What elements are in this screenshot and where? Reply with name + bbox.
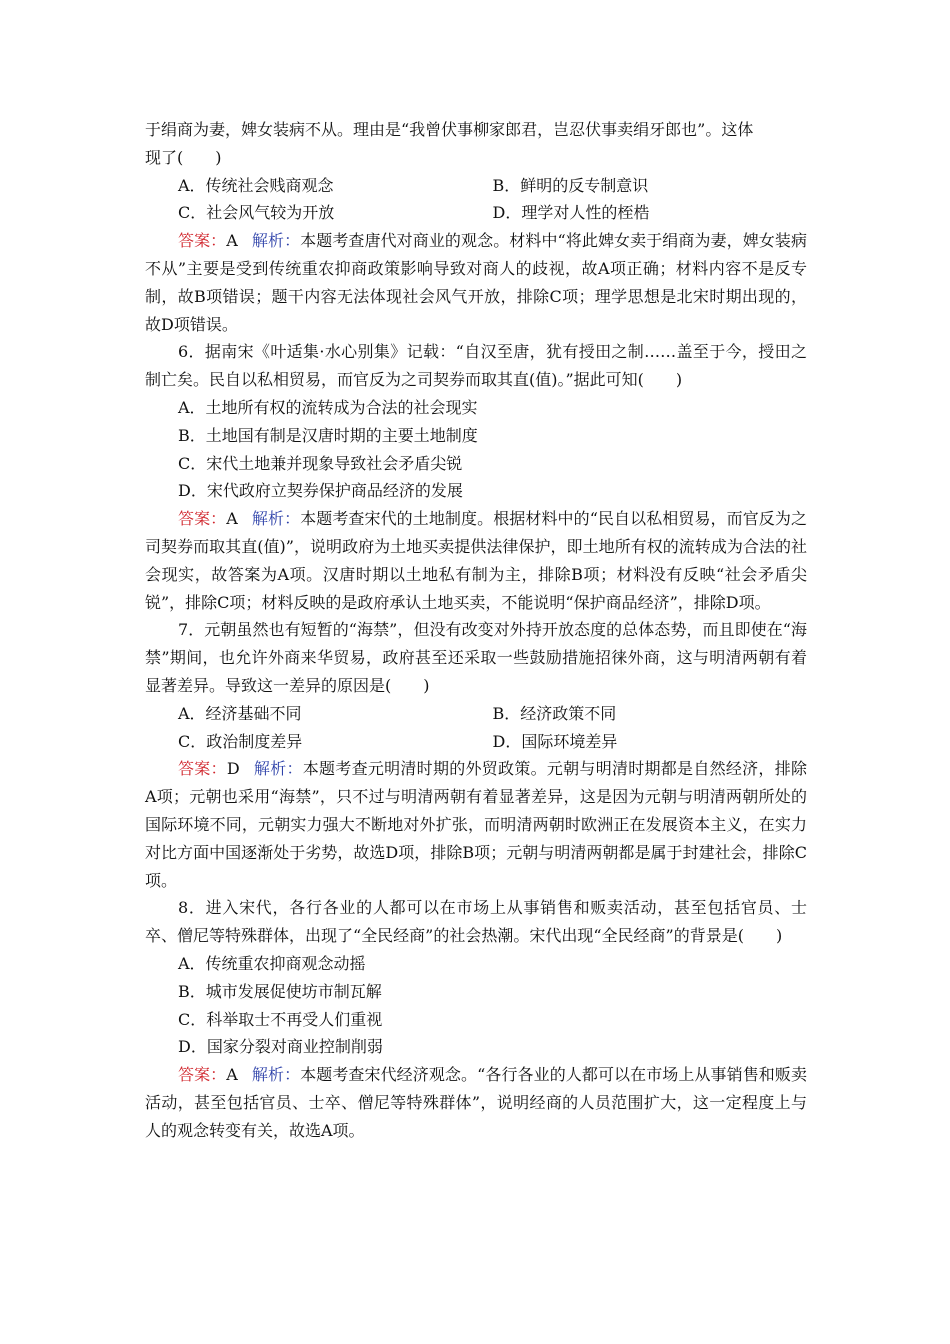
answer-value: A	[226, 231, 238, 251]
analysis-text: 本题考查宋代经济观念。“各行各业的人都可以在市场上从事销售和贩卖活动，甚至包括官员、士卒、僧尼等特殊群体”，说明经商的人员范围扩大，这一定程度上与人的观念转变有关，故选A项。	[145, 1065, 807, 1140]
answer-label: 答案：	[178, 509, 227, 529]
q6-option-b: B．土地国有制是汉唐时期的主要土地制度	[178, 425, 478, 445]
q7-stem: 7．元朝虽然也有短暂的“海禁”，但没有改变对外持开放态度的总体态势，而且即使在“海禁”期间，也允许外商来华贸易，政府甚至还采取一些鼓励措施招徕外商，这与明清两朝有着显著差异。导致这一差异的原因是( )	[145, 620, 807, 695]
analysis-label: 解析：	[253, 759, 303, 779]
q5-option-d: D．理学对人性的桎梏	[492, 203, 650, 223]
analysis-text: 本题考查宋代的土地制度。根据材料中的“民自以私相贸易，而官反为之司契券而取其直(值)”，说明政府为土地买卖提供法律保护，即土地所有权的流转成为合法的社会现实，故答案为A项。汉唐时期以土地私有制为主，排除B项；材料没有反映“社会矛盾尖锐”，排除C项；材料反映的是政府承认土地买卖，不能说明“保护商品经济”，排除D项。	[145, 509, 807, 612]
q5-stem-line-1: 于绢商为妻，婢女装病不从。理由是“我曾伏事柳家郎君，岂忍伏事卖绢牙郎也”。这体	[145, 120, 754, 139]
analysis-label: 解析：	[251, 509, 301, 529]
q7-option-c: C．政治制度差异	[178, 731, 303, 751]
q5-option-a: A．传统社会贱商观念	[178, 175, 334, 195]
q8-option-c: C．科举取士不再受人们重视	[178, 1009, 383, 1029]
q8-option-d: D．国家分裂对商业控制削弱	[178, 1037, 383, 1057]
q5-stem-line-2: 现了( )	[145, 147, 222, 167]
answer-value: A	[226, 509, 238, 529]
analysis-text: 本题考查唐代对商业的观念。材料中“将此婢女卖于绢商为妻，婢女装病不从”主要是受到传统重农抑商政策影响导致对商人的歧视，故A项正确；材料内容不是反专制，故B项错误；题干内容无法体现社会风气开放，排除C项；理学思想是北宋时期出现的，故D项错误。	[145, 231, 807, 334]
analysis-text: 本题考查元明清时期的外贸政策。元朝与明清时期都是自然经济，排除A项；元朝也采用“海禁”，只不过与明清两朝有着显著差异，这是因为元朝与明清两朝所处的国际环境不同，元朝实力强大不断地对外扩张，而明清两朝时欧洲正在发展资本主义，在实力对比方面中国逐渐处于劣势，故选D项，排除B项；元朝与明清两朝都是属于封建社会，排除C项。	[145, 759, 807, 890]
q8-option-b: B．城市发展促使坊市制瓦解	[178, 981, 382, 1001]
q8-stem: 8．进入宋代，各行各业的人都可以在市场上从事销售和贩卖活动，甚至包括官员、士卒、僧尼等特殊群体，出现了“全民经商”的社会热潮。宋代出现“全民经商”的背景是( )	[145, 898, 807, 946]
q7-option-b: B．经济政策不同	[492, 703, 617, 723]
q7-option-row	[145, 700, 807, 728]
q8-option-a: A．传统重农抑商观念动摇	[178, 953, 366, 973]
q7-option-a: A．经济基础不同	[178, 703, 302, 723]
q5-option-row	[145, 172, 807, 200]
q5-option-c: C．社会风气较为开放	[178, 203, 335, 223]
q6-answer-block	[145, 505, 807, 616]
q6-stem: 6．据南宋《叶适集·水心别集》记载：“自汉至唐，犹有授田之制……盖至于今，授田之制亡矣。民自以私相贸易，而官反为之司契券而取其直(值)。”据此可知( )	[145, 342, 807, 390]
q5-option-row	[145, 199, 807, 227]
analysis-label: 解析：	[251, 231, 301, 251]
q7-option-row	[145, 728, 807, 756]
q5-answer-block	[145, 227, 807, 338]
q6-option-d: D．宋代政府立契券保护商品经济的发展	[178, 481, 463, 501]
answer-value: D	[226, 759, 240, 779]
answer-label: 答案：	[178, 1065, 227, 1085]
q7-option-d: D．国际环境差异	[492, 731, 618, 751]
q5-option-b: B．鲜明的反专制意识	[492, 175, 649, 195]
answer-value: A	[226, 1065, 238, 1085]
q7-answer-block	[145, 755, 807, 894]
analysis-label: 解析：	[251, 1065, 301, 1085]
q8-answer-block	[145, 1061, 807, 1144]
q6-option-c: C．宋代土地兼并现象导致社会矛盾尖锐	[178, 453, 463, 473]
answer-label: 答案：	[178, 759, 227, 779]
page-content	[145, 116, 807, 1144]
q6-option-a: A．土地所有权的流转成为合法的社会现实	[178, 397, 478, 417]
answer-label: 答案：	[178, 231, 227, 251]
